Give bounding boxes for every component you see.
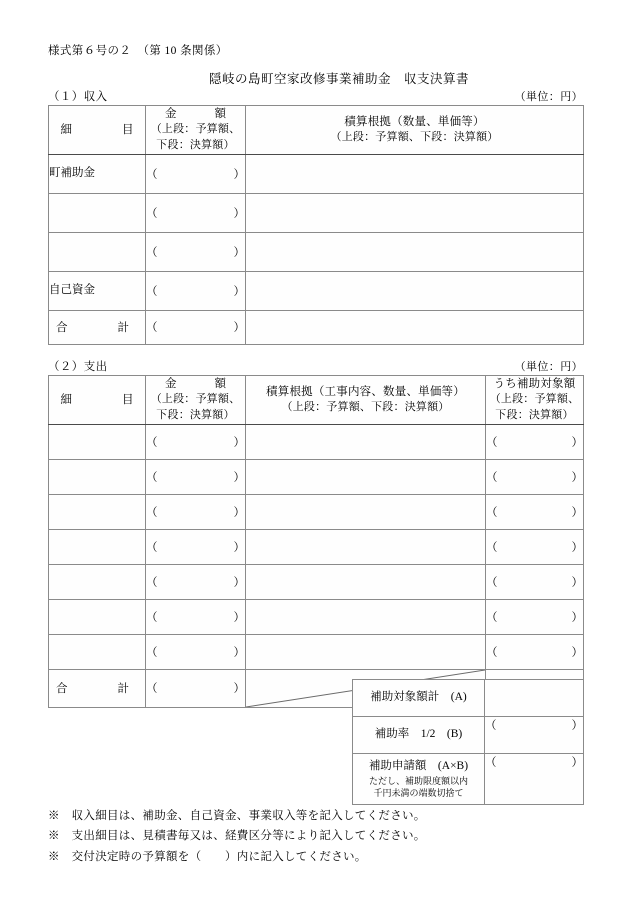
expense-row-basis[interactable] bbox=[246, 494, 486, 529]
expense-table-row bbox=[49, 424, 584, 459]
expense-header-target-sub2: 下段：決算額） bbox=[495, 408, 574, 421]
expense-header-target-main: うち補助対象額 bbox=[493, 378, 576, 390]
income-row-basis[interactable] bbox=[246, 154, 584, 193]
paren-close: ） bbox=[233, 611, 245, 624]
expense-row-amount[interactable] bbox=[146, 459, 246, 494]
income-header-basis-sub: （上段：予算額、下段：決算額） bbox=[330, 131, 499, 144]
paren-close: ） bbox=[571, 506, 583, 519]
expense-header-amount-sub2: 下段：決算額） bbox=[156, 408, 235, 421]
expense-row-item[interactable] bbox=[49, 529, 146, 564]
paren-close: ） bbox=[571, 611, 583, 624]
paren-open: （ bbox=[486, 611, 498, 624]
income-row-basis[interactable] bbox=[246, 271, 584, 310]
summary-request-paren-open: （ bbox=[485, 757, 497, 769]
summary-request-label-cell bbox=[353, 754, 485, 805]
expense-row-basis[interactable] bbox=[246, 564, 486, 599]
expense-table bbox=[48, 375, 584, 708]
paren-open: （ bbox=[146, 506, 158, 519]
expense-row-item[interactable] bbox=[49, 634, 146, 669]
expense-header-target bbox=[486, 376, 584, 425]
summary-request-paren-close: ） bbox=[571, 757, 583, 769]
income-table-row bbox=[49, 193, 584, 232]
income-table-row bbox=[49, 232, 584, 271]
paren-close: ） bbox=[233, 471, 245, 484]
expense-header-amount-main: 金 額 bbox=[165, 378, 231, 390]
expense-header-basis bbox=[246, 376, 486, 425]
paren-open: （ bbox=[146, 168, 158, 181]
income-row-amount[interactable] bbox=[146, 232, 246, 271]
income-header-amount-main: 金 額 bbox=[165, 108, 231, 120]
income-row-item[interactable] bbox=[49, 193, 146, 232]
expense-row-target[interactable] bbox=[486, 599, 584, 634]
expense-section-caption bbox=[48, 358, 583, 374]
footnote-line: ※ 収入細目は、補助金、自己資金、事業収入等を記入してください。 bbox=[48, 810, 426, 822]
paren-open: （ bbox=[146, 285, 158, 298]
paren-close: ） bbox=[233, 506, 245, 519]
expense-header-basis-sub: （上段：予算額、下段：決算額） bbox=[281, 401, 450, 414]
paren-open: （ bbox=[146, 207, 158, 220]
paren-close: ） bbox=[233, 168, 245, 181]
income-total-amount[interactable] bbox=[146, 310, 246, 344]
expense-row-amount[interactable] bbox=[146, 564, 246, 599]
expense-row-basis[interactable] bbox=[246, 529, 486, 564]
expense-row-amount[interactable] bbox=[146, 599, 246, 634]
summary-target-total-label: 補助対象額計 (A) bbox=[353, 680, 485, 717]
summary-rate-paren-open: （ bbox=[485, 720, 497, 732]
expense-row-item[interactable] bbox=[49, 564, 146, 599]
income-header-basis bbox=[246, 106, 584, 155]
income-table-row bbox=[49, 154, 584, 193]
income-table bbox=[48, 105, 584, 345]
summary-row-rate bbox=[353, 717, 584, 754]
expense-header-row bbox=[49, 376, 584, 425]
expense-row-item[interactable] bbox=[49, 599, 146, 634]
expense-table-row bbox=[49, 599, 584, 634]
paren-close: ） bbox=[233, 576, 245, 589]
paren-open: （ bbox=[146, 646, 158, 659]
summary-request-label: 補助申請額 (A×B) bbox=[368, 760, 469, 773]
paren-close: ） bbox=[233, 246, 245, 259]
expense-row-basis[interactable] bbox=[246, 424, 486, 459]
expense-body bbox=[49, 424, 584, 707]
paren-open: （ bbox=[146, 541, 158, 554]
paren-open: （ bbox=[146, 683, 158, 696]
income-header-amount-sub1: （上段：予算額、 bbox=[150, 123, 241, 136]
expense-row-target[interactable] bbox=[486, 459, 584, 494]
paren-open: （ bbox=[146, 436, 158, 449]
paren-close: ） bbox=[571, 576, 583, 589]
paren-close: ） bbox=[233, 646, 245, 659]
expense-header-amount bbox=[146, 376, 246, 425]
paren-close: ） bbox=[571, 646, 583, 659]
expense-row-basis[interactable] bbox=[246, 459, 486, 494]
paren-open: （ bbox=[146, 246, 158, 259]
expense-unit-label: （単位：円） bbox=[514, 361, 583, 373]
expense-row-amount[interactable] bbox=[146, 634, 246, 669]
summary-rate-paren-close: ） bbox=[571, 720, 583, 732]
paren-close: ） bbox=[571, 436, 583, 449]
expense-row-amount[interactable] bbox=[146, 529, 246, 564]
paren-open: （ bbox=[486, 436, 498, 449]
income-row-amount[interactable] bbox=[146, 193, 246, 232]
form-number: 様式第６号の２ （第 10 条関係） bbox=[48, 45, 228, 57]
paren-close: ） bbox=[571, 471, 583, 484]
paren-open: （ bbox=[486, 541, 498, 554]
expense-header-item-label: 細 目 bbox=[60, 393, 143, 406]
paren-open: （ bbox=[146, 576, 158, 589]
expense-row-target[interactable] bbox=[486, 564, 584, 599]
summary-target-total-value[interactable] bbox=[485, 680, 584, 717]
paren-open: （ bbox=[486, 576, 498, 589]
summary-request-value[interactable] bbox=[485, 754, 584, 805]
summary-row-target-total bbox=[353, 680, 584, 717]
expense-row-item[interactable] bbox=[49, 424, 146, 459]
footnote-line: ※ 交付決定時の予算額を（ ）内に記入してください。 bbox=[48, 850, 367, 863]
income-row-basis[interactable] bbox=[246, 232, 584, 271]
expense-row-target[interactable] bbox=[486, 529, 584, 564]
income-table-row bbox=[49, 271, 584, 310]
expense-table-row bbox=[49, 529, 584, 564]
paren-close: ） bbox=[233, 322, 245, 335]
income-body bbox=[49, 154, 584, 344]
paren-open: （ bbox=[486, 646, 498, 659]
summary-rate-label: 補助率 1/2 (B) bbox=[353, 717, 485, 754]
paren-open: （ bbox=[146, 322, 158, 335]
paren-open: （ bbox=[486, 471, 498, 484]
expense-row-target[interactable] bbox=[486, 494, 584, 529]
expense-row-target[interactable] bbox=[486, 634, 584, 669]
income-total-row bbox=[49, 310, 584, 344]
income-unit-label: （単位：円） bbox=[514, 91, 583, 103]
income-header-amount-sub2: 下段：決算額） bbox=[156, 138, 235, 151]
income-header-row bbox=[49, 106, 584, 155]
income-total-label: 合 計 bbox=[49, 310, 146, 344]
income-caption-label: （１）収入 bbox=[48, 91, 108, 103]
document-title: 隠岐の島町空家改修事業補助金 収支決算書 bbox=[208, 72, 469, 86]
footnote-line: ※ 支出細目は、見積書毎又は、経費区分等により記入してください。 bbox=[48, 830, 426, 843]
income-row-item[interactable] bbox=[49, 232, 146, 271]
paren-close: ） bbox=[233, 436, 245, 449]
income-row-basis[interactable] bbox=[246, 193, 584, 232]
expense-total-amount[interactable] bbox=[146, 669, 246, 707]
expense-total-label: 合 計 bbox=[49, 669, 146, 707]
paren-close: ） bbox=[233, 285, 245, 298]
summary-request-note-2: 千円未満の端数切捨て bbox=[373, 787, 464, 798]
expense-row-item[interactable] bbox=[49, 494, 146, 529]
summary-rate-value[interactable] bbox=[485, 717, 584, 754]
footnotes bbox=[48, 806, 588, 867]
expense-table-row bbox=[49, 459, 584, 494]
expense-header-basis-main: 積算根拠（工事内容、数量、単価等） bbox=[266, 385, 465, 398]
expense-table-row bbox=[49, 564, 584, 599]
income-header-item-label: 細 目 bbox=[60, 123, 143, 136]
paren-close: ） bbox=[571, 541, 583, 554]
summary-row-request bbox=[353, 754, 584, 805]
expense-header-amount-sub1: （上段：予算額、 bbox=[150, 393, 241, 406]
summary-request-note-1: ただし、補助限度額以内 bbox=[368, 775, 468, 786]
income-header-amount bbox=[146, 106, 246, 155]
expense-row-target[interactable] bbox=[486, 424, 584, 459]
income-row-item[interactable]: 自己資金 bbox=[49, 271, 146, 310]
paren-open: （ bbox=[486, 506, 498, 519]
income-header-item bbox=[49, 106, 146, 155]
income-row-amount[interactable] bbox=[146, 154, 246, 193]
income-section-caption bbox=[48, 88, 583, 104]
expense-header-item bbox=[49, 376, 146, 425]
expense-row-amount[interactable] bbox=[146, 494, 246, 529]
paren-close: ） bbox=[233, 541, 245, 554]
subsidy-summary-table bbox=[352, 679, 584, 805]
expense-row-amount[interactable] bbox=[146, 424, 246, 459]
income-header-basis-main: 積算根拠（数量、単価等） bbox=[344, 115, 485, 128]
income-row-item[interactable]: 町補助金 bbox=[49, 154, 146, 193]
paren-open: （ bbox=[146, 611, 158, 624]
expense-table-row bbox=[49, 494, 584, 529]
paren-close: ） bbox=[233, 683, 245, 696]
expense-row-item[interactable] bbox=[49, 459, 146, 494]
paren-open: （ bbox=[146, 471, 158, 484]
paren-close: ） bbox=[233, 207, 245, 220]
income-total-basis[interactable] bbox=[246, 310, 584, 344]
expense-caption-label: （２）支出 bbox=[48, 361, 108, 373]
expense-header-target-sub1: （上段：予算額、 bbox=[489, 393, 580, 406]
expense-row-basis[interactable] bbox=[246, 634, 486, 669]
income-row-amount[interactable] bbox=[146, 271, 246, 310]
expense-table-row bbox=[49, 634, 584, 669]
expense-row-basis[interactable] bbox=[246, 599, 486, 634]
